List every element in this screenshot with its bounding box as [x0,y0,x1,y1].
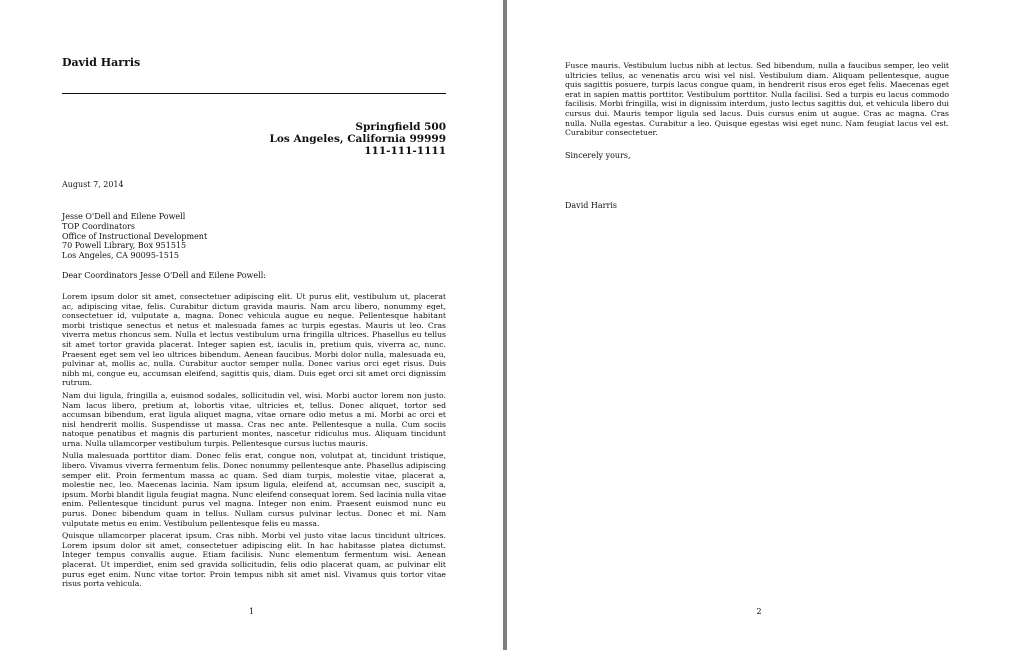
page-1-content [62,56,446,592]
recipient-address [62,212,446,261]
recipient-line: TOP Coordinators [62,221,135,231]
address-line: Los Angeles, California 99999 [269,133,446,145]
sender-name: David Harris [62,56,141,69]
body-paragraph: Nam dui ligula, fringilla a, euismod sodales, sollicitudin vel, wisi. Morbi auctor lorem non justo. Nam lacus libero, pretium at, lobortis vitae, ultricies et, tellus. Donec aliquet, tortor sed accumsan bibendum, erat ligula aliquet magna, vitae ornare odio metus a mi. Morbi ac orci et nisl hendrerit mollis. Suspendisse ut massa. Cras nec ante. Pellentesque a nulla. Cum sociis natoque penatibus et magnis dis parturient montes, nascetur ridiculus mus. Aliquam tincidunt urna. Nulla ullamcorper vestibulum turpis. Pellentesque cursus luctus mauris. [62,390,446,448]
address-line: Springfield 500 [355,121,446,133]
signature-name: David Harris [565,200,617,210]
recipient-line: 70 Powell Library, Box 951515 [62,241,187,251]
body-paragraph: Quisque ullamcorper placerat ipsum. Cras nibh. Morbi vel justo vitae lacus tincidunt ultrices. Lorem ipsum dolor sit amet, consectetuer adipiscing elit. In hac habitasse platea dictumst. Integer tempus convallis augue. Etiam facilisis. Nunc elementum fermentum wisi. Aenean placerat. Ut imperdiet, enim sed gravida sollicitudin, felis odio placerat quam, ac pulvinar elit purus eget enim. Nunc vitae tortor. Proin tempus nibh sit amet nisl. Vivamus quis tortor vitae risus porta vehicula. [62,531,446,589]
body-paragraph: Nulla malesuada porttitor diam. Donec felis erat, congue non, volutpat at, tincidunt tristique, libero. Vivamus viverra fermentum felis. Donec nonummy pellentesque ante. Phasellus adipiscing semper elit. Proin fermentum massa ac quam. Sed diam turpis, molestie vitae, placerat a, molestie nec, leo. Maecenas lacinia. Nam ipsum ligula, eleifend at, accumsan nec, suscipit a, ipsum. Morbi blandit ligula feugiat magna. Nunc eleifend consequat lorem. Sed lacinia nulla vitae enim. Pellentesque tincidunt purus vel magna. Integer non enim. Praesent euismod nunc eu purus. Donec bibendum quam in tellus. Nullam cursus pulvinar lectus. Donec et mi. Nam vulputate metus eu enim. Vestibulum pellentesque felis eu massa. [62,451,446,528]
salutation: Dear Coordinators Jesse O'Dell and Eilene Powell: [62,270,266,280]
page-number: 2 [756,607,762,616]
letter-body [62,292,446,589]
address-line: 111-111-1111 [364,145,446,157]
recipient-line: Office of Instructional Development [62,231,208,241]
page-2 [507,0,1011,650]
page-number: 1 [248,607,255,616]
sender-address [62,121,446,157]
letter-date: August 7, 2014 [62,180,124,189]
recipient-line: Jesse O'Dell and Eilene Powell [62,212,186,221]
page-1 [0,0,503,650]
body-paragraph: Lorem ipsum dolor sit amet, consectetuer adipiscing elit. Ut purus elit, vestibulum ut, placerat ac, adipiscing vitae, felis. Curabitur dictum gravida mauris. Nam arcu libero, nonummy eget, consectetuer id, vulputate a, magna. Donec vehicula augue eu neque. Pellentesque habitant morbi tristique senectus et netus et malesuada fames ac turpis egestas. Mauris ut leo. Cras viverra metus rhoncus sem. Nulla et lectus vestibulum urna fringilla ultrices. Phasellus eu tellus sit amet tortor gravida placerat. Integer sapien est, iaculis in, pretium quis, viverra ac, nunc. Praesent eget sem vel leo ultrices bibendum. Aenean faucibus. Morbi dolor nulla, malesuada eu, pulvinar at, mollis ac, nulla. Curabitur auctor semper nulla. Donec varius orci eget risus. Duis nibh mi, congue eu, accumsan eleifend, sagittis quis, diam. Duis eget orci sit amet orci dignissim rutrum. [62,291,446,388]
body-paragraph: Fusce mauris. Vestibulum luctus nibh at lectus. Sed bibendum, nulla a faucibus semper, leo velit ultricies tellus, ac venenatis arcu wisi vel nisl. Vestibulum diam. Aliquam pellentesque, augue quis sagittis posuere, turpis lacus congue quam, in hendrerit risus eros eget felis. Maecenas eget erat in sapien mattis porttitor. Vestibulum porttitor. Nulla facilisi. Sed a turpis eu lacus commodo facilisis. Morbi fringilla, wisi in dignissim interdum, justo lectus sagittis dui, et vehicula libero dui cursus dui. Mauris tempor ligula sed lacus. Duis cursus enim ut augue. Cras ac magna. Cras nulla. Nulla egestas. Curabitur a leo. Quisque egestas wisi eget nunc. Nam feugiat lacus vel est. Curabitur consectetuer. [565,61,949,138]
recipient-line: Los Angeles, CA 90095-1515 [62,251,179,261]
page-2-content [565,61,949,211]
header-rule [62,93,446,94]
closing: Sincerely yours, [565,150,631,160]
